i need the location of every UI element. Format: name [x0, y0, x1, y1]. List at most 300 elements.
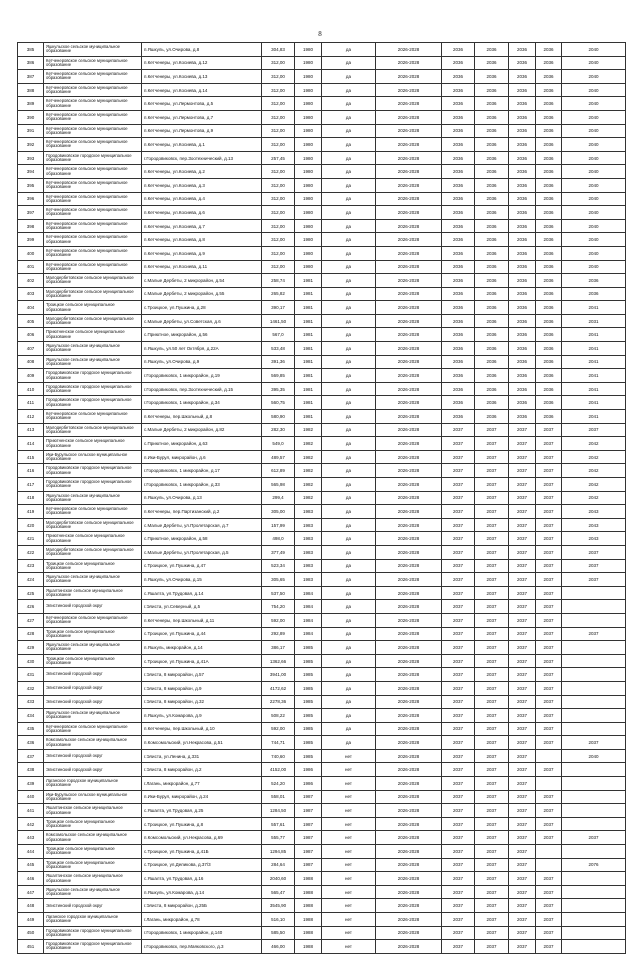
period-cell: 2026-2028: [376, 518, 442, 532]
municipality-cell: Кетченеровское сельское муниципальное образование: [44, 70, 142, 84]
address-cell: п.Комсомольский, ул.Некрасова, д.69: [142, 831, 262, 845]
flag-cell: да: [322, 559, 376, 573]
year-5-cell: [562, 777, 626, 791]
year-2-cell: 2037: [475, 790, 509, 804]
table-row: [18, 464, 626, 478]
table-row: [18, 940, 626, 954]
municipality-cell: Кетченеровское сельское муниципальное образование: [44, 56, 142, 70]
year-2-cell: 2036: [475, 287, 509, 301]
year-2-cell: 2037: [475, 709, 509, 723]
build-year-cell: 1987: [295, 831, 322, 845]
municipality-cell: Кетченеровское сельское муниципальное образование: [44, 192, 142, 206]
municipality-cell: Кетченеровское сельское муниципальное образование: [44, 206, 142, 220]
year-4-cell: 2037: [536, 831, 562, 845]
year-4-cell: 2037: [536, 600, 562, 614]
year-3-cell: 2037: [509, 709, 536, 723]
flag-cell: да: [322, 627, 376, 641]
year-5-cell: 2040: [562, 97, 626, 111]
table-row: [18, 545, 626, 559]
table-row: [18, 831, 626, 845]
table-row: [18, 885, 626, 899]
build-year-cell: 1980: [295, 206, 322, 220]
period-cell: 2026-2028: [376, 641, 442, 655]
year-2-cell: 2036: [475, 110, 509, 124]
area-cell: 312,00: [262, 219, 295, 233]
period-cell: 2026-2028: [376, 287, 442, 301]
period-cell: 2026-2028: [376, 586, 442, 600]
year-2-cell: 2036: [475, 342, 509, 356]
table-row: [18, 736, 626, 750]
row-number-cell: 415: [18, 450, 44, 464]
address-cell: с.Троицкое, ул.Пушкина, д.41А: [142, 654, 262, 668]
year-1-cell: 2037: [442, 627, 475, 641]
period-cell: 2026-2028: [376, 926, 442, 940]
row-number-cell: 413: [18, 423, 44, 437]
build-year-cell: 1980: [295, 165, 322, 179]
build-year-cell: 1988: [295, 899, 322, 913]
period-cell: 2026-2028: [376, 314, 442, 328]
address-cell: п.Кетченеры, ул.Косиева, д.12: [142, 56, 262, 70]
period-cell: 2026-2028: [376, 532, 442, 546]
year-1-cell: 2036: [442, 192, 475, 206]
year-1-cell: 2037: [442, 437, 475, 451]
flag-cell: да: [322, 369, 376, 383]
table-row: [18, 532, 626, 546]
year-5-cell: 2042: [562, 437, 626, 451]
flag-cell: нет: [322, 845, 376, 859]
build-year-cell: 1980: [295, 219, 322, 233]
address-cell: г.Городовиковск, пер.Маяковского, д.3: [142, 940, 262, 954]
year-5-cell: 2031: [562, 314, 626, 328]
row-number-cell: 435: [18, 722, 44, 736]
municipality-cell: Городовиковское городское муниципальное образование: [44, 940, 142, 954]
year-5-cell: [562, 586, 626, 600]
flag-cell: нет: [322, 913, 376, 927]
period-cell: 2026-2028: [376, 124, 442, 138]
row-number-cell: 418: [18, 491, 44, 505]
year-3-cell: 2036: [509, 151, 536, 165]
year-3-cell: 2036: [509, 369, 536, 383]
flag-cell: да: [322, 206, 376, 220]
build-year-cell: 1981: [295, 274, 322, 288]
period-cell: 2026-2028: [376, 681, 442, 695]
area-cell: 744,71: [262, 736, 295, 750]
year-2-cell: 2036: [475, 165, 509, 179]
period-cell: 2026-2028: [376, 110, 442, 124]
row-number-cell: 408: [18, 355, 44, 369]
municipality-cell: Кетченеровское сельское муниципальное образование: [44, 97, 142, 111]
year-3-cell: 2036: [509, 138, 536, 152]
period-cell: 2026-2028: [376, 192, 442, 206]
flag-cell: да: [322, 709, 376, 723]
address-cell: г.Элиста, 8 микрорайон, д.57: [142, 668, 262, 682]
year-5-cell: 2041: [562, 382, 626, 396]
year-2-cell: 2036: [475, 410, 509, 424]
year-4-cell: 2037: [536, 763, 562, 777]
period-cell: 2026-2028: [376, 274, 442, 288]
year-5-cell: 2041: [562, 355, 626, 369]
row-number-cell: 430: [18, 654, 44, 668]
year-4-cell: 2037: [536, 940, 562, 954]
year-2-cell: 2037: [475, 736, 509, 750]
row-number-cell: 422: [18, 545, 44, 559]
period-cell: 2026-2028: [376, 178, 442, 192]
year-2-cell: 2036: [475, 138, 509, 152]
year-4-cell: 2036: [536, 110, 562, 124]
flag-cell: нет: [322, 885, 376, 899]
year-5-cell: [562, 641, 626, 655]
year-2-cell: 2037: [475, 668, 509, 682]
area-cell: 282,30: [262, 423, 295, 437]
year-3-cell: 2036: [509, 124, 536, 138]
period-cell: 2026-2028: [376, 817, 442, 831]
year-5-cell: [562, 695, 626, 709]
row-number-cell: 395: [18, 178, 44, 192]
year-2-cell: 2037: [475, 532, 509, 546]
year-2-cell: 2036: [475, 97, 509, 111]
year-3-cell: 2036: [509, 56, 536, 70]
row-number-cell: 414: [18, 437, 44, 451]
row-number-cell: 421: [18, 532, 44, 546]
year-3-cell: 2037: [509, 845, 536, 859]
year-1-cell: 2037: [442, 736, 475, 750]
year-1-cell: 2037: [442, 423, 475, 437]
year-2-cell: 2036: [475, 192, 509, 206]
table-row: [18, 410, 626, 424]
table-row: [18, 369, 626, 383]
flag-cell: да: [322, 396, 376, 410]
table-row: [18, 192, 626, 206]
address-cell: г.Лагань, микрорайон, д.77: [142, 777, 262, 791]
year-2-cell: 2036: [475, 260, 509, 274]
row-number-cell: 443: [18, 831, 44, 845]
year-1-cell: 2036: [442, 70, 475, 84]
year-2-cell: 2036: [475, 274, 509, 288]
year-1-cell: 2037: [442, 790, 475, 804]
row-number-cell: 444: [18, 845, 44, 859]
area-cell: 523,34: [262, 559, 295, 573]
municipality-cell: Кетченеровское сельское муниципальное образование: [44, 505, 142, 519]
table-row: [18, 926, 626, 940]
municipality-cell: Кетченеровское сельское муниципальное образование: [44, 613, 142, 627]
address-cell: с.Малые Дербеты, ул.Советская, д.6: [142, 314, 262, 328]
area-cell: 312,00: [262, 70, 295, 84]
row-number-cell: 446: [18, 872, 44, 886]
year-5-cell: 2042: [562, 491, 626, 505]
table-row: [18, 178, 626, 192]
build-year-cell: 1984: [295, 600, 322, 614]
address-cell: с.Малые Дербеты, 2 микрорайон, д.55: [142, 287, 262, 301]
year-4-cell: 2036: [536, 178, 562, 192]
year-3-cell: 2037: [509, 545, 536, 559]
area-cell: 390,17: [262, 301, 295, 315]
year-2-cell: 2037: [475, 804, 509, 818]
year-5-cell: [562, 681, 626, 695]
build-year-cell: 1985: [295, 749, 322, 763]
period-cell: 2026-2028: [376, 260, 442, 274]
address-cell: п.Яшкуль, ул.50 лет Октября, д.22А: [142, 342, 262, 356]
build-year-cell: 1982: [295, 491, 322, 505]
address-cell: г.Элиста, ул.Ленина, д.331: [142, 749, 262, 763]
address-cell: с.Яшалта, ул.Трудовая, д.14: [142, 586, 262, 600]
row-number-cell: 417: [18, 478, 44, 492]
build-year-cell: 1980: [295, 110, 322, 124]
build-year-cell: 1985: [295, 668, 322, 682]
year-2-cell: 2037: [475, 586, 509, 600]
build-year-cell: 1980: [295, 97, 322, 111]
year-4-cell: 2037: [536, 790, 562, 804]
flag-cell: да: [322, 151, 376, 165]
year-1-cell: 2036: [442, 301, 475, 315]
year-4-cell: 2037: [536, 423, 562, 437]
year-1-cell: 2037: [442, 613, 475, 627]
year-1-cell: 2036: [442, 328, 475, 342]
municipality-cell: Троицкое сельское муниципальное образование: [44, 817, 142, 831]
row-number-cell: 387: [18, 70, 44, 84]
year-2-cell: 2036: [475, 43, 509, 57]
row-number-cell: 431: [18, 668, 44, 682]
year-1-cell: 2037: [442, 681, 475, 695]
address-cell: г.Элиста, 8 микрорайон, д.32: [142, 695, 262, 709]
year-3-cell: 2037: [509, 763, 536, 777]
period-cell: 2026-2028: [376, 83, 442, 97]
flag-cell: да: [322, 545, 376, 559]
year-5-cell: 2041: [562, 301, 626, 315]
area-cell: 1362,66: [262, 654, 295, 668]
municipality-cell: Яшкульское сельское муниципальное образование: [44, 355, 142, 369]
area-cell: 157,99: [262, 518, 295, 532]
year-2-cell: 2036: [475, 369, 509, 383]
year-3-cell: 2037: [509, 641, 536, 655]
table-row: [18, 219, 626, 233]
year-4-cell: 2036: [536, 246, 562, 260]
row-number-cell: 445: [18, 858, 44, 872]
municipality-cell: Яшалтинское сельское муниципальное образование: [44, 804, 142, 818]
build-year-cell: 1985: [295, 641, 322, 655]
table-row: [18, 165, 626, 179]
area-cell: 4152,00: [262, 763, 295, 777]
period-cell: 2026-2028: [376, 804, 442, 818]
year-1-cell: 2036: [442, 355, 475, 369]
address-cell: п.Кетченеры, ул.Косиева, д.1: [142, 138, 262, 152]
build-year-cell: 1985: [295, 722, 322, 736]
year-5-cell: 2040: [562, 138, 626, 152]
municipality-cell: Троицкое сельское муниципальное образование: [44, 858, 142, 872]
municipality-cell: Элистинский городской округ: [44, 681, 142, 695]
year-1-cell: 2037: [442, 573, 475, 587]
build-year-cell: 1981: [295, 355, 322, 369]
year-5-cell: 2040: [562, 192, 626, 206]
year-3-cell: 2037: [509, 437, 536, 451]
build-year-cell: 1981: [295, 342, 322, 356]
row-number-cell: 399: [18, 233, 44, 247]
table-row: [18, 817, 626, 831]
year-2-cell: 2037: [475, 559, 509, 573]
period-cell: 2026-2028: [376, 885, 442, 899]
address-cell: п.Кетченеры, ул.Косиева, д.6: [142, 206, 262, 220]
municipality-cell: Яшкульское сельское муниципальное образование: [44, 885, 142, 899]
year-4-cell: 2036: [536, 382, 562, 396]
year-4-cell: 2036: [536, 396, 562, 410]
year-5-cell: [562, 709, 626, 723]
municipality-cell: Городовиковское городское муниципальное образование: [44, 926, 142, 940]
year-2-cell: 2037: [475, 926, 509, 940]
municipality-cell: Яшкульское сельское муниципальное образование: [44, 573, 142, 587]
year-3-cell: 2037: [509, 804, 536, 818]
address-cell: г.Элиста, 8 микрорайон, д.2: [142, 763, 262, 777]
row-number-cell: 404: [18, 301, 44, 315]
flag-cell: да: [322, 695, 376, 709]
year-4-cell: [536, 858, 562, 872]
area-cell: 592,00: [262, 722, 295, 736]
municipality-cell: Малодербетовское сельское муниципальное образование: [44, 314, 142, 328]
year-3-cell: 2037: [509, 491, 536, 505]
table-row: [18, 491, 626, 505]
area-cell: 3941,00: [262, 668, 295, 682]
year-4-cell: 2037: [536, 817, 562, 831]
year-3-cell: 2037: [509, 559, 536, 573]
municipality-cell: Приютненское сельское муниципальное образование: [44, 328, 142, 342]
municipality-cell: Приютненское сельское муниципальное образование: [44, 532, 142, 546]
period-cell: 2026-2028: [376, 940, 442, 954]
address-cell: п.Кетченеры, ул.Косиева, д.4: [142, 192, 262, 206]
flag-cell: да: [322, 70, 376, 84]
year-4-cell: 2036: [536, 83, 562, 97]
flag-cell: да: [322, 219, 376, 233]
table-row: [18, 437, 626, 451]
year-5-cell: 2040: [562, 219, 626, 233]
area-cell: 312,00: [262, 165, 295, 179]
municipality-cell: Городовиковское городское муниципальное образование: [44, 478, 142, 492]
period-cell: 2026-2028: [376, 97, 442, 111]
period-cell: 2026-2028: [376, 233, 442, 247]
year-1-cell: 2036: [442, 151, 475, 165]
period-cell: 2026-2028: [376, 43, 442, 57]
row-number-cell: 389: [18, 97, 44, 111]
table-row: [18, 151, 626, 165]
table-row: [18, 681, 626, 695]
year-3-cell: 2036: [509, 178, 536, 192]
period-cell: 2026-2028: [376, 872, 442, 886]
period-cell: 2026-2028: [376, 165, 442, 179]
address-cell: с.Малые Дербеты, ул.Пролетарская, д.7: [142, 518, 262, 532]
row-number-cell: 405: [18, 314, 44, 328]
year-1-cell: 2037: [442, 450, 475, 464]
municipality-cell: Троицкое сельское муниципальное образование: [44, 627, 142, 641]
period-cell: 2026-2028: [376, 899, 442, 913]
year-2-cell: 2036: [475, 206, 509, 220]
year-1-cell: 2036: [442, 43, 475, 57]
year-5-cell: [562, 763, 626, 777]
area-cell: 516,10: [262, 913, 295, 927]
area-cell: 304,83: [262, 43, 295, 57]
year-1-cell: 2037: [442, 722, 475, 736]
year-1-cell: 2036: [442, 83, 475, 97]
address-cell: г.Городовиковск, пер.Зоотехнический, д.15: [142, 382, 262, 396]
year-5-cell: 2043: [562, 505, 626, 519]
table-row: [18, 749, 626, 763]
row-number-cell: 407: [18, 342, 44, 356]
period-cell: 2026-2028: [376, 138, 442, 152]
year-3-cell: 2036: [509, 246, 536, 260]
area-cell: 2278,36: [262, 695, 295, 709]
period-cell: 2026-2028: [376, 790, 442, 804]
table-row: [18, 233, 626, 247]
year-4-cell: 2037: [536, 695, 562, 709]
flag-cell: да: [322, 124, 376, 138]
year-4-cell: 2037: [536, 573, 562, 587]
build-year-cell: 1980: [295, 178, 322, 192]
build-year-cell: 1981: [295, 410, 322, 424]
municipality-cell: Элистинский городской округ: [44, 600, 142, 614]
flag-cell: да: [322, 478, 376, 492]
municipality-cell: Кетченеровское сельское муниципальное образование: [44, 410, 142, 424]
flag-cell: да: [322, 328, 376, 342]
area-cell: 391,36: [262, 355, 295, 369]
flag-cell: да: [322, 505, 376, 519]
municipality-cell: Троицкое сельское муниципальное образование: [44, 654, 142, 668]
year-4-cell: 2036: [536, 206, 562, 220]
year-1-cell: 2036: [442, 97, 475, 111]
housing-register-table: [17, 42, 626, 954]
address-cell: с.Троицкое, ул.Пушкина, д.41Б: [142, 845, 262, 859]
year-2-cell: 2037: [475, 423, 509, 437]
year-1-cell: 2036: [442, 410, 475, 424]
year-2-cell: 2037: [475, 478, 509, 492]
year-1-cell: 2036: [442, 369, 475, 383]
area-cell: 1461,50: [262, 314, 295, 328]
flag-cell: нет: [322, 940, 376, 954]
year-3-cell: 2036: [509, 260, 536, 274]
year-2-cell: 2037: [475, 749, 509, 763]
year-3-cell: 2036: [509, 192, 536, 206]
year-3-cell: 2037: [509, 749, 536, 763]
year-4-cell: 2036: [536, 43, 562, 57]
year-2-cell: 2037: [475, 491, 509, 505]
year-3-cell: 2036: [509, 206, 536, 220]
area-cell: 312,00: [262, 110, 295, 124]
area-cell: 555,77: [262, 831, 295, 845]
area-cell: 284,64: [262, 858, 295, 872]
year-2-cell: 2037: [475, 913, 509, 927]
year-3-cell: 2036: [509, 43, 536, 57]
year-1-cell: 2036: [442, 138, 475, 152]
year-3-cell: 2037: [509, 681, 536, 695]
year-1-cell: 2036: [442, 314, 475, 328]
year-3-cell: 2036: [509, 110, 536, 124]
table-row: [18, 124, 626, 138]
flag-cell: да: [322, 233, 376, 247]
table-row: [18, 654, 626, 668]
year-3-cell: 2036: [509, 328, 536, 342]
row-number-cell: 449: [18, 913, 44, 927]
address-cell: с.Троицкое, ул.Пушкина, д.44: [142, 627, 262, 641]
address-cell: с.Малые Дербеты, 2 микрорайон, д.54: [142, 274, 262, 288]
area-cell: 612,89: [262, 464, 295, 478]
year-5-cell: 2037: [562, 831, 626, 845]
year-4-cell: 2036: [536, 301, 562, 315]
year-3-cell: 2037: [509, 613, 536, 627]
year-4-cell: 2037: [536, 709, 562, 723]
table-row: [18, 355, 626, 369]
year-3-cell: 2036: [509, 342, 536, 356]
municipality-cell: Троицкое сельское муниципальное образование: [44, 845, 142, 859]
year-5-cell: 2042: [562, 478, 626, 492]
year-5-cell: [562, 817, 626, 831]
row-number-cell: 388: [18, 83, 44, 97]
build-year-cell: 1987: [295, 845, 322, 859]
year-3-cell: 2037: [509, 695, 536, 709]
